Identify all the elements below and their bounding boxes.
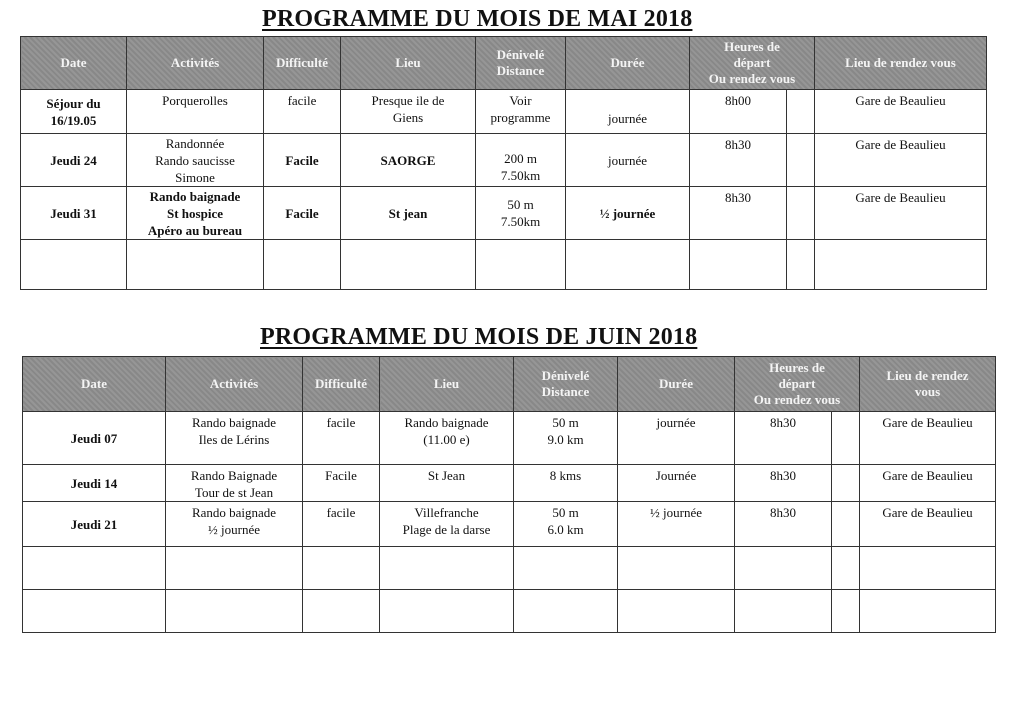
cell-activite: Rando baignade St hospice Apéro au bureau [127,187,264,240]
cell-lieu: Rando baignade (11.00 e) [380,412,514,465]
june-header-row [23,357,996,412]
cell-lieu: St Jean [380,465,514,502]
cell-lieu: Villefranche Plage de la darse [380,502,514,547]
cell-heure: 8h30 [735,502,832,547]
cell-empty [832,465,860,502]
table-row [23,502,996,547]
cell-heure: 8h30 [690,134,787,187]
cell-duree: ½ journée [566,187,690,240]
cell-difficulte: facile [264,90,341,134]
cell-difficulte: facile [303,502,380,547]
cell-rdv: Gare de Beaulieu [860,412,996,465]
header-lieu: Lieu [380,357,514,412]
cell-rdv: Gare de Beaulieu [860,465,996,502]
cell-date: Jeudi 24 [21,134,127,187]
cell-activite: Porquerolles [127,90,264,134]
cell-rdv: Gare de Beaulieu [815,90,987,134]
cell-date: Séjour du 16/19.05 [21,90,127,134]
header-date: Date [23,357,166,412]
cell-lieu: Presque ile de Giens [341,90,476,134]
june-program-table [22,356,996,633]
cell-rdv: Gare de Beaulieu [815,187,987,240]
cell-denivele: 8 kms [514,465,618,502]
cell-duree: ½ journée [618,502,735,547]
cell-activite: Rando Baignade Tour de st Jean [166,465,303,502]
header-difficulte: Difficulté [303,357,380,412]
may-title: PROGRAMME DU MOIS DE MAI 2018 [262,6,693,32]
june-title: PROGRAMME DU MOIS DE JUIN 2018 [260,324,698,350]
cell-heure: 8h30 [735,412,832,465]
table-row [21,90,987,134]
cell-empty [787,187,815,240]
table-row [21,187,987,240]
cell-duree: Journée [618,465,735,502]
cell-date: Jeudi 21 [23,502,166,547]
header-lieu: Lieu [341,37,476,90]
header-denivele: Dénivelé Distance [476,37,566,90]
header-denivele: Dénivelé Distance [514,357,618,412]
cell-date: Jeudi 31 [21,187,127,240]
cell-denivele: Voir programme [476,90,566,134]
cell-difficulte: facile [303,412,380,465]
cell-empty [787,90,815,134]
cell-rdv: Gare de Beaulieu [860,502,996,547]
cell-denivele: 50 m 6.0 km [514,502,618,547]
header-rdv: Lieu de rendez vous [815,37,987,90]
cell-denivele: 200 m 7.50km [476,134,566,187]
cell-difficulte: Facile [303,465,380,502]
cell-duree: journée [618,412,735,465]
cell-empty [832,412,860,465]
cell-duree: journée [566,90,690,134]
cell-date: Jeudi 07 [23,412,166,465]
header-duree: Durée [618,357,735,412]
may-program-table [20,36,987,290]
table-row [23,465,996,502]
cell-lieu: SAORGE [341,134,476,187]
header-activites: Activités [127,37,264,90]
cell-activite: Randonnée Rando saucisse Simone [127,134,264,187]
table-row-empty [23,547,996,590]
cell-denivele: 50 m 9.0 km [514,412,618,465]
header-rdv: Lieu de rendez vous [860,357,996,412]
header-difficulte: Difficulté [264,37,341,90]
cell-heure: 8h30 [735,465,832,502]
table-row [23,412,996,465]
cell-activite: Rando baignade Iles de Lérins [166,412,303,465]
cell-heure: 8h00 [690,90,787,134]
header-heures: Heures de départ Ou rendez vous [735,357,860,412]
header-duree: Durée [566,37,690,90]
cell-rdv: Gare de Beaulieu [815,134,987,187]
header-activites: Activités [166,357,303,412]
cell-duree: journée [566,134,690,187]
cell-difficulte: Facile [264,187,341,240]
may-header-row [21,37,987,90]
cell-activite: Rando baignade ½ journée [166,502,303,547]
cell-lieu: St jean [341,187,476,240]
cell-denivele: 50 m 7.50km [476,187,566,240]
cell-empty [787,134,815,187]
table-row [21,134,987,187]
cell-empty [832,502,860,547]
cell-heure: 8h30 [690,187,787,240]
header-date: Date [21,37,127,90]
cell-date: Jeudi 14 [23,465,166,502]
header-heures: Heures de départ Ou rendez vous [690,37,815,90]
table-row-empty [21,240,987,290]
table-row-empty [23,590,996,633]
cell-difficulte: Facile [264,134,341,187]
